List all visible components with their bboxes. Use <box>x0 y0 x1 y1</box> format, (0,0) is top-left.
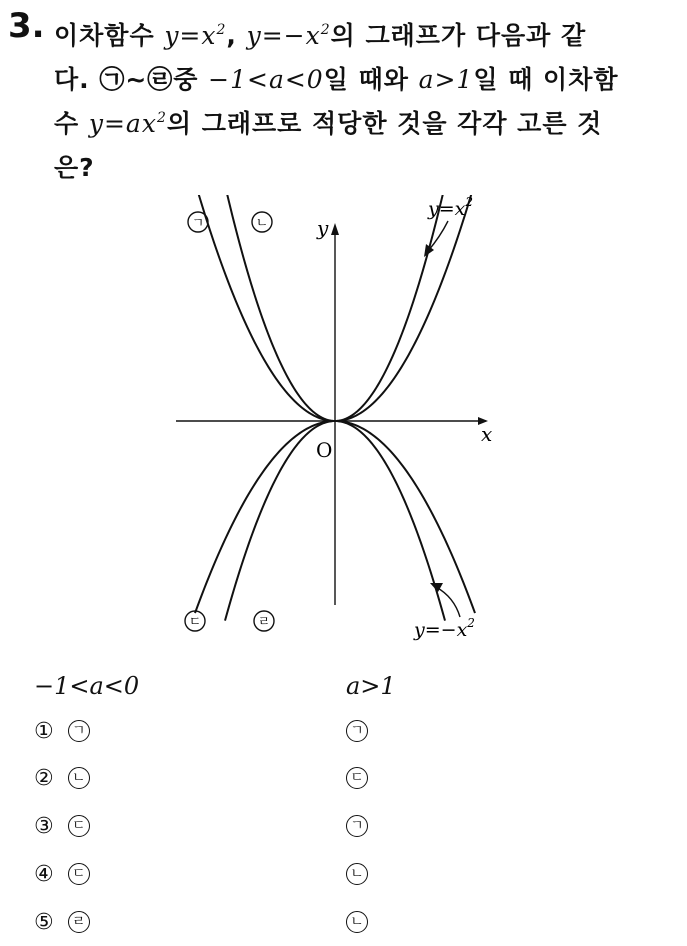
label-curve-b <box>252 212 272 232</box>
equation-body: y=x <box>164 21 217 50</box>
label-body: y=−x <box>414 619 468 641</box>
choice-row-left[interactable] <box>34 907 90 937</box>
choice-left-label: ㄴ <box>68 767 90 789</box>
choice-row-right <box>346 859 368 889</box>
choice-number: ③ <box>34 813 54 839</box>
choice-right-label: ㄱ <box>346 815 368 837</box>
choice-row-left[interactable] <box>34 763 90 793</box>
choice-number: ④ <box>34 861 54 887</box>
header-condition-large: a>1 <box>346 672 396 700</box>
equation-y-x2 <box>164 21 226 50</box>
curve-pos-x2 <box>335 195 477 421</box>
label-body: y=x <box>428 198 466 220</box>
exponent: 2 <box>467 616 475 630</box>
condition-1: −1<a<0 <box>208 65 324 94</box>
equation-y-neg-x2 <box>247 21 331 50</box>
text-segment: 수 <box>54 109 89 138</box>
text-segment: 일 때 이차함 <box>473 65 619 94</box>
condition-2: a>1 <box>418 65 474 94</box>
choice-row-right <box>346 907 368 937</box>
label-curve-c <box>185 611 205 631</box>
question-text <box>54 14 654 190</box>
choice-number: ① <box>34 718 54 744</box>
equation-y-ax2 <box>89 109 167 138</box>
curve-neg-x2 <box>335 421 475 613</box>
choice-left-label: ㄷ <box>68 863 90 885</box>
question-line-2 <box>54 58 654 102</box>
equation-body: y=−x <box>246 21 321 50</box>
text-segment: 이차함수 <box>54 21 165 50</box>
x-axis-label: x <box>481 422 493 446</box>
choice-right-label: ㄴ <box>346 911 368 933</box>
choice-row-left[interactable] <box>34 811 90 841</box>
exponent: 2 <box>156 110 167 126</box>
choice-right-label: ㄷ <box>346 767 368 789</box>
label-pos-x2 <box>427 195 473 220</box>
choice-row-left[interactable] <box>34 716 90 746</box>
y-axis-label: y <box>317 216 329 240</box>
question-line-1 <box>54 14 654 58</box>
choice-left-label: ㄱ <box>68 720 90 742</box>
label-text: ㄴ <box>255 216 269 231</box>
exponent: 2 <box>216 22 227 38</box>
choice-number: ⑤ <box>34 909 54 935</box>
curve-c <box>195 421 335 613</box>
choice-right-label: ㄴ <box>346 863 368 885</box>
label-curve-d <box>254 611 274 631</box>
text-segment: 의 그래프로 적당한 것을 각각 고른 것 <box>166 109 603 138</box>
text-segment: 의 그래프가 다음과 같 <box>330 21 587 50</box>
label-neg-x2 <box>413 616 475 641</box>
choice-row-left[interactable] <box>34 859 90 889</box>
separator: , <box>226 21 247 50</box>
exponent: 2 <box>320 22 331 38</box>
label-curve-a <box>188 212 208 232</box>
header-condition-negative: −1<a<0 <box>34 672 140 700</box>
choice-left-label: ㄷ <box>68 815 90 837</box>
label-text: ㄱ <box>191 216 205 231</box>
choice-left-label: ㄹ <box>68 911 90 933</box>
choice-right-label: ㄱ <box>346 720 368 742</box>
parabola-graph <box>170 195 510 645</box>
pointer-arrow-pos <box>428 221 448 251</box>
choice-row-right <box>346 763 368 793</box>
question-number: 3. <box>8 6 45 46</box>
choice-number: ② <box>34 765 54 791</box>
label-text: ㄷ <box>188 615 202 630</box>
choice-row-right <box>346 811 368 841</box>
question-line-4: 은? <box>54 153 95 182</box>
origin-label: O <box>316 438 333 462</box>
equation-body: y=ax <box>88 109 157 138</box>
question-line-3 <box>54 102 654 146</box>
text-segment: 일 때와 <box>323 65 419 94</box>
y-axis-arrow-icon <box>331 223 339 235</box>
label-text: ㄹ <box>257 615 271 630</box>
choice-row-right <box>346 716 368 746</box>
text-segment: 다. ㉠~㉣중 <box>54 65 209 94</box>
exponent: 2 <box>465 195 474 209</box>
